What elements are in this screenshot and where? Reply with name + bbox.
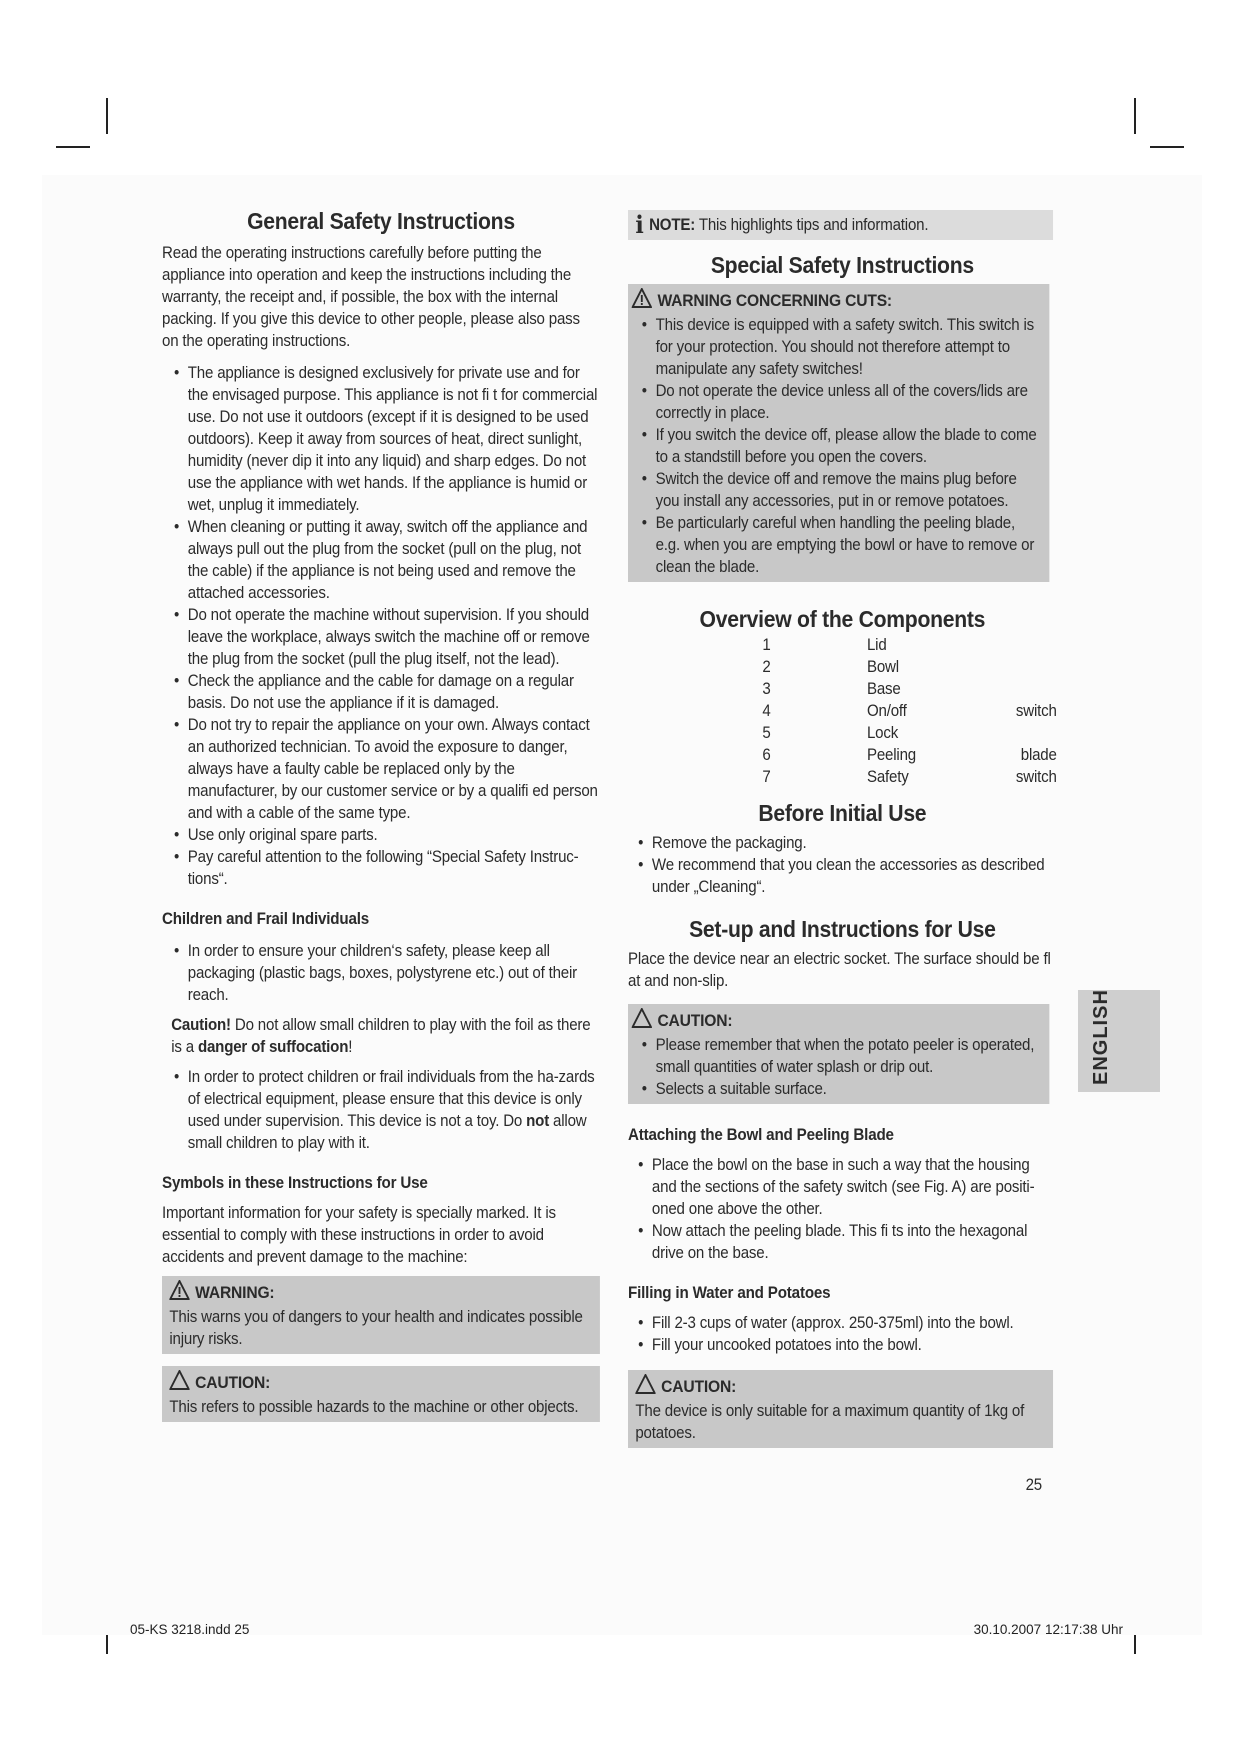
warning-triangle-icon xyxy=(632,288,652,314)
component-name: Lid xyxy=(866,636,887,654)
setup-caution-bullets xyxy=(632,1034,1042,1100)
component-name-extra xyxy=(1006,678,1057,700)
list-item: • Fill your uncooked potatoes into the bowl. xyxy=(638,1336,922,1354)
note-label: NOTE: xyxy=(649,216,696,234)
cuts-warning-box xyxy=(628,284,1049,582)
component-name-extra xyxy=(1006,656,1057,678)
list-item: • If you switch the device off, please allow the blade to come to a standstill before you open the covers. xyxy=(641,426,1037,466)
setup-paragraph: Place the device near an electric socket. The surface should be fl at and non-slip. xyxy=(628,950,1051,990)
filling-bullets xyxy=(628,1312,1057,1356)
list-item: • This device is equipped with a safety switch. This switch is for your protection. You should not therefore attempt to manipulate any safety switches! xyxy=(641,316,1035,378)
list-item: • Be particularly careful when handling the peeling blade, e.g. when you are emptying the bowl or have to remove or clean the blade. xyxy=(641,514,1035,576)
caution-triangle-icon xyxy=(169,1370,189,1396)
component-number: 5 xyxy=(762,724,771,742)
list-item: • Now attach the peeling blade. This fi ts into the hexagonal drive on the base. xyxy=(638,1222,1028,1262)
warning-box xyxy=(162,1276,600,1354)
children-bullets-2 xyxy=(162,1066,600,1154)
component-name: Lock xyxy=(866,724,899,742)
list-item: • We recommend that you clean the accessories as described under „Cleaning“. xyxy=(638,856,1045,896)
component-row xyxy=(762,700,1056,722)
symbols-heading: Symbols in these Instructions for Use xyxy=(162,1174,428,1192)
general-safety-title: General Safety Instructions xyxy=(247,208,515,234)
final-caution-text: The device is only suitable for a maximum quantity of 1kg of potatoes. xyxy=(635,1402,1025,1442)
component-name-extra: switch xyxy=(1015,768,1057,786)
intro-paragraph: Read the operating instructions carefully before putting the appliance into operation and keep the instructions including the warranty, the receipt and, if possible, the box with the internal packing. If you give this device to other people, please also pass on the operating instructions. xyxy=(162,244,580,350)
component-name: Base xyxy=(866,680,901,698)
general-bullets xyxy=(162,362,600,890)
component-number: 2 xyxy=(762,658,771,676)
setup-caution-box xyxy=(628,1004,1049,1104)
component-number: 4 xyxy=(762,702,771,720)
component-row xyxy=(762,678,1056,700)
list-item: • Do not operate the device unless all of the covers/lids are correctly in place. xyxy=(641,382,1028,422)
setup-title: Set-up and Instructions for Use xyxy=(689,916,996,942)
component-row xyxy=(762,722,1056,744)
component-number: 7 xyxy=(762,768,771,786)
list-item: • Place the bowl on the base in such a way that the housing and the sections of the safety switch (see Fig. A) are positi-oned one above the other. xyxy=(638,1156,1035,1218)
component-name: On/off xyxy=(866,702,907,720)
before-use-bullets xyxy=(628,832,1057,898)
component-row xyxy=(762,634,1056,656)
component-row xyxy=(762,656,1056,678)
component-number: 1 xyxy=(762,636,771,654)
before-use-title: Before Initial Use xyxy=(758,800,927,826)
list-item: • Remove the packaging. xyxy=(638,834,807,852)
component-name: Peeling xyxy=(866,746,916,764)
caution-triangle-icon xyxy=(635,1374,655,1400)
left-column xyxy=(162,210,600,1422)
cuts-warning-label: WARNING CONCERNING CUTS: xyxy=(657,291,892,310)
footer-left: 05-KS 3218.indd 25 xyxy=(130,1622,250,1637)
attach-heading: Attaching the Bowl and Peeling Blade xyxy=(628,1126,894,1144)
attach-bullets xyxy=(628,1154,1057,1264)
list-item: • Selects a suitable surface. xyxy=(641,1080,827,1098)
crop-mark xyxy=(56,146,90,148)
list-item: • Do not try to repair the appliance on your own. Always contact an authorized technician. To avoid the exposure to danger, always have a faulty cable be replaced only by the manufacturer, by our customer service or by a qualifi ed person and with a cable of the same type. xyxy=(173,716,598,822)
warning-label: WARNING: xyxy=(195,1283,275,1302)
overview-title: Overview of the Components xyxy=(699,606,986,632)
language-side-tab xyxy=(1078,990,1160,1092)
caution-box-text: This refers to possible hazards to the machine or other objects. xyxy=(169,1398,579,1416)
warning-text: This warns you of dangers to your health and indicates possible injury risks. xyxy=(169,1308,583,1348)
list-item: • In order to ensure your children‘s safety, please keep all packaging (plastic bags, boxes, polystyrene etc.) out of their reach. xyxy=(173,942,578,1004)
list-item: • Check the appliance and the cable for damage on a regular basis. Do not use the appliance if it is damaged. xyxy=(173,672,574,712)
list-item: • Please remember that when the potato peeler is operated, small quantities of water splash or drip out. xyxy=(641,1036,1035,1076)
component-row xyxy=(762,766,1056,788)
footer-right: 30.10.2007 12:17:38 Uhr xyxy=(973,1622,1123,1637)
list-item: • Use only original spare parts. xyxy=(173,826,378,844)
special-safety-title: Special Safety Instructions xyxy=(710,252,974,278)
caution-paragraph: Caution! Do not allow small children to play with the foil as there is a danger of suffocation! xyxy=(171,1016,591,1056)
component-name-extra xyxy=(1006,634,1057,656)
filling-heading: Filling in Water and Potatoes xyxy=(628,1284,831,1302)
list-item: • When cleaning or putting it away, switch off the appliance and always pull out the plug from the socket (pull on the plug, not the cable) if the appliance is not being used and remove the attached accessories. xyxy=(173,518,588,602)
children-bullets xyxy=(162,940,600,1006)
component-row xyxy=(762,744,1056,766)
component-name: Bowl xyxy=(866,658,899,676)
list-item: • Pay careful attention to the following “Special Safety Instruc-tions“. xyxy=(173,848,579,888)
setup-caution-label: CAUTION: xyxy=(657,1011,733,1030)
component-name-extra: blade xyxy=(1020,746,1057,764)
cuts-bullets xyxy=(632,314,1042,578)
components-table xyxy=(762,634,1056,788)
list-item: • Do not operate the machine without supervision. If you should leave the workplace, always switch the machine off or remove the plug from the socket (pull the plug itself, not the lead). xyxy=(173,606,590,668)
right-column xyxy=(628,210,1057,1496)
symbols-paragraph: Important information for your safety is specially marked. It is essential to comply with these instructions in order to avoid accidents and prevent damage to the machine: xyxy=(162,1204,556,1266)
side-tab-label: ENGLISH xyxy=(1090,989,1112,1085)
info-icon: i xyxy=(635,210,644,239)
component-name: Safety xyxy=(866,768,909,786)
children-heading: Children and Frail Individuals xyxy=(162,910,370,928)
component-number: 3 xyxy=(762,680,771,698)
list-item: • Switch the device off and remove the mains plug before you install any accessories, put in or remove potatoes. xyxy=(641,470,1017,510)
final-caution-label: CAUTION: xyxy=(661,1377,737,1396)
final-caution-box xyxy=(628,1370,1053,1448)
note-box: i NOTE: This highlights tips and information. xyxy=(628,210,1053,240)
list-item: • In order to protect children or frail individuals from the ha-zards of electrical equipment, please ensure that this device is only used under supervision. This device is not a toy. Do not allow small children to play with it. xyxy=(173,1068,595,1152)
component-number: 6 xyxy=(762,746,771,764)
crop-mark xyxy=(1150,146,1184,148)
caution-box-label: CAUTION: xyxy=(195,1373,271,1392)
caution-box xyxy=(162,1366,600,1422)
warning-triangle-icon xyxy=(169,1280,189,1306)
caution-label: Caution! xyxy=(171,1016,231,1034)
crop-mark xyxy=(106,98,108,134)
component-name-extra xyxy=(1006,722,1057,744)
crop-mark xyxy=(1134,98,1136,134)
component-name-extra: switch xyxy=(1015,702,1057,720)
list-item: • The appliance is designed exclusively for private use and for the envisaged purpose. This appliance is not fi t for commercial use. Do not use it outdoors (except if it is designed to be used outdoors). Keep it away from sources of heat, direct sunlight, humidity (never dip it into any liquid) and sharp edges. Do not use the appliance with wet hands. If the appliance is humid or wet, unplug it immediately. xyxy=(173,364,598,514)
caution-triangle-icon xyxy=(632,1008,652,1034)
page-number: 25 xyxy=(1025,1476,1042,1494)
list-item: • Fill 2-3 cups of water (approx. 250-375ml) into the bowl. xyxy=(638,1314,1014,1332)
